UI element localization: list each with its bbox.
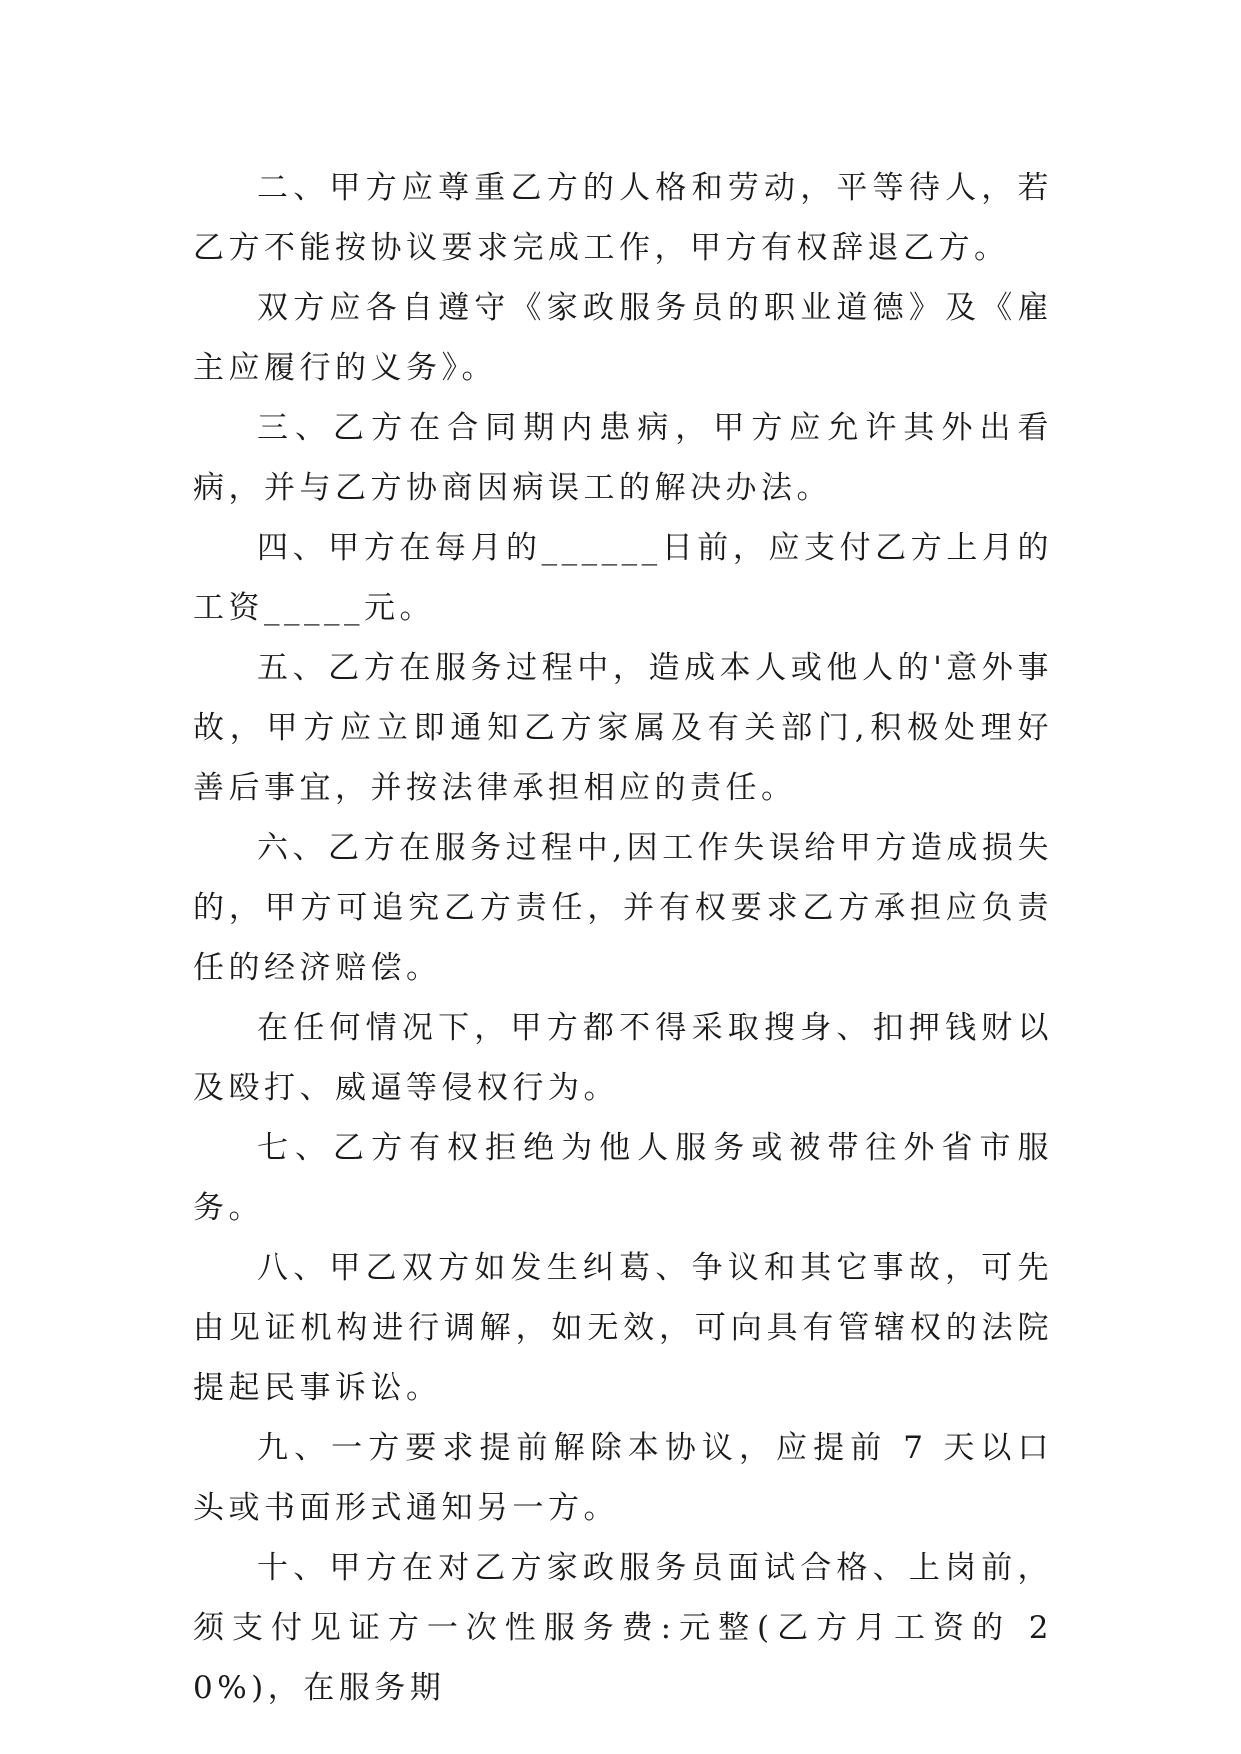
paragraph-no-infringement: 在任何情况下，甲方都不得采取搜身、扣押钱财以及殴打、威逼等侵权行为。	[193, 1010, 1053, 1106]
paragraph-9-termination: 九、一方要求提前解除本协议，应提前 7 天以口头或书面形式通知另一方。	[193, 1430, 1053, 1526]
paragraph-6-compensation: 六、乙方在服务过程中,因工作失误给甲方造成损失的，甲方可追究乙方责任，并有权要求乙方承担应负责任的经济赔偿。	[193, 830, 1053, 986]
paragraph-7-refuse-service: 七、乙方有权拒绝为他人服务或被带往外省市服务。	[193, 1130, 1053, 1226]
document-page	[193, 158, 1053, 1718]
paragraph-3-illness: 三、乙方在合同期内患病，甲方应允许其外出看病，并与乙方协商因病误工的解决办法。	[193, 410, 1053, 506]
paragraph-10-service-fee: 十、甲方在对乙方家政服务员面试合格、上岗前，须支付见证方一次性服务费:元整(乙方月工资的 20%)，在服务期	[193, 1550, 1053, 1706]
paragraph-8-disputes: 八、甲乙双方如发生纠葛、争议和其它事故，可先由见证机构进行调解，如无效，可向具有管辖权的法院提起民事诉讼。	[193, 1250, 1053, 1406]
paragraph-5-accident: 五、乙方在服务过程中，造成本人或他人的'意外事故，甲方应立即通知乙方家属及有关部门,积极处理好善后事宜，并按法律承担相应的责任。	[193, 650, 1053, 806]
paragraph-2-respect: 二、甲方应尊重乙方的人格和劳动，平等待人，若乙方不能按协议要求完成工作，甲方有权辞退乙方。	[193, 170, 1053, 266]
paragraph-4-wages: 四、甲方在每月的______日前，应支付乙方上月的工资_____元。	[193, 530, 1053, 626]
paragraph-mutual-ethics: 双方应各自遵守《家政服务员的职业道德》及《雇主应履行的义务》。	[193, 290, 1053, 386]
